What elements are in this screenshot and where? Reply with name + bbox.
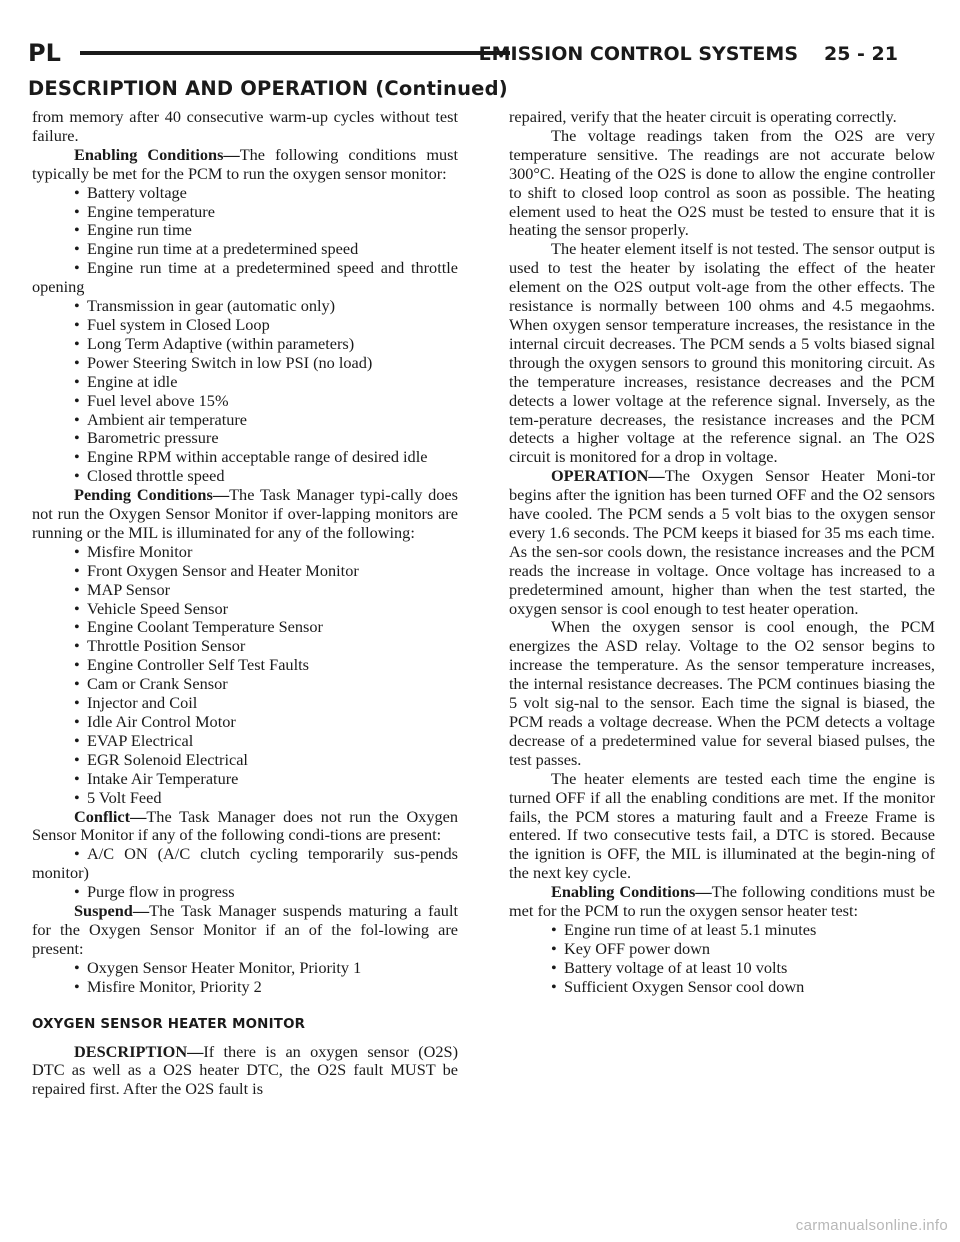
list-item-text: Battery voltage of at least 10 volts [564,957,788,977]
bullet-icon: • [74,560,80,580]
list-item [32,751,458,770]
paragraph [32,808,458,846]
list-item-text: Cam or Crank Sensor [87,674,228,694]
list-item [32,184,458,203]
paragraph-lead: DESCRIPTION— [74,1041,204,1061]
list-item [509,940,935,959]
heater-test-conditions-list [509,921,935,997]
bullet-icon: • [74,296,80,316]
paragraph-lead: Pending Conditions— [74,485,230,505]
list-item-text: Oxygen Sensor Heater Monitor, Priority 1 [87,957,362,977]
list-item-text: 5 Volt Feed [87,787,162,807]
list-item [32,297,458,316]
bullet-icon: • [74,239,80,259]
list-item-text: Long Term Adaptive (within parameters) [87,333,355,353]
paragraph-text: The following conditions must typically be met for the PCM to run the oxygen sensor monitor: [32,144,458,183]
list-item [32,883,458,902]
bullet-icon: • [551,938,557,958]
list-item [509,959,935,978]
list-item-text: Engine run time of at least 5.1 minutes [564,919,817,939]
paragraph [509,883,935,921]
bullet-icon: • [551,919,557,939]
bullet-icon: • [74,314,80,334]
list-item [32,959,458,978]
paragraph-lead: Enabling Conditions— [74,144,240,164]
bullet-icon: • [74,636,80,656]
list-item-text: Vehicle Speed Sensor [87,598,229,618]
list-item [509,978,935,997]
paragraph-text: The Task Manager typi-cally does not run the Oxygen Sensor Monitor if over-lapping monitors are running or the MIL is illuminated for any of the following: [32,485,458,542]
paragraph-text: The Oxygen Sensor Heater Moni-tor begins after the ignition has been turned OFF and the O2 sensors have cooled. The PCM sends a 5 volt bias to the oxygen sensor every 1.6 seconds. The PCM keeps it biased for 35 ms each time. As the sen-sor cools down, the resistance increases and the PCM reads the increase in voltage. Once voltage has increased to a predetermined amount, higher than when the test started, the oxygen sensor is cool enough to test heater operation. [509,466,935,618]
list-item-text: A/C ON (A/C clutch cycling temporarily sus-pends monitor) [32,844,458,883]
paragraph [32,902,458,959]
list-item [32,845,458,883]
bullet-icon: • [74,768,80,788]
paragraph-text: The following conditions must be met for the PCM to run the oxygen sensor heater test: [509,882,935,921]
bullet-icon: • [74,730,80,750]
bullet-icon: • [74,447,80,467]
list-item [32,221,458,240]
section-code: PL [28,39,61,67]
list-item-text: Engine run time at a predetermined speed [87,239,359,259]
list-item-text: Fuel system in Closed Loop [87,314,270,334]
list-item-text: Key OFF power down [564,938,711,958]
bullet-icon: • [74,220,80,240]
list-item-text: Closed throttle speed [87,466,225,486]
bullet-icon: • [74,712,80,731]
list-item [32,354,458,373]
paragraph [32,486,458,543]
list-item [509,921,935,940]
paragraph: repaired, verify that the heater circuit is operating correctly. [509,107,897,126]
right-column [509,108,935,997]
section-title: DESCRIPTION AND OPERATION (Continued) [28,77,508,100]
bullet-icon: • [74,674,80,694]
list-item [32,770,458,789]
list-item [32,600,458,619]
list-item-text: EGR Solenoid Electrical [87,749,248,769]
list-item [32,429,458,448]
list-item [32,562,458,581]
list-item-text: Engine run time [87,220,192,240]
bullet-icon: • [74,957,80,977]
subsection-heading: OXYGEN SENSOR HEATER MONITOR [32,1016,306,1032]
paragraph: When the oxygen sensor is cool enough, the PCM energizes the ASD relay. Voltage to the O2 sensor begins to increase the temperature. As the sensor temperature increases, the internal resistance decreases. The PCM continues biasing the 5 volt sig-nal to the sensor. Each time the signal is biased, the PCM reads a voltage decrease. When the PCM detects a voltage decrease of a predetermined value for several biased pulses, the test passes. [509,617,935,769]
bullet-icon: • [74,787,80,807]
list-item-text: Sufficient Oxygen Sensor cool down [564,976,805,996]
chapter-title: EMISSION CONTROL SYSTEMS [478,43,798,65]
list-item [32,675,458,694]
list-item [32,259,458,297]
list-item [32,656,458,675]
paragraph [32,146,458,184]
list-item-text: Engine at idle [87,371,178,391]
bullet-icon: • [74,579,80,599]
paragraph-text: If there is an oxygen sensor (O2S) DTC as well as a O2S heater DTC, the O2S fault MUST be repaired first. After the O2S fault is [32,1041,458,1099]
list-item-text: Front Oxygen Sensor and Heater Monitor [87,560,359,580]
list-item [32,978,458,997]
list-item [32,448,458,467]
bullet-icon: • [74,466,80,486]
list-item-text: Misfire Monitor [87,541,193,561]
bullet-icon: • [74,352,80,372]
bullet-icon: • [74,882,80,902]
suspend-list [32,959,458,997]
paragraph-lead: Conflict— [74,806,147,826]
list-item [32,618,458,637]
list-item-text: MAP Sensor [87,579,171,599]
list-item [32,581,458,600]
left-column [32,108,458,1099]
list-item [32,732,458,751]
list-item-text: Engine temperature [87,201,215,221]
list-item [32,335,458,354]
list-item-text: Idle Air Control Motor [87,712,236,731]
bullet-icon: • [74,428,80,448]
list-item-text: Injector and Coil [87,693,198,713]
bullet-icon: • [551,976,557,996]
list-item [32,392,458,411]
conflict-list [32,845,458,902]
paragraph [509,467,935,618]
list-item [32,467,458,486]
list-item [32,240,458,259]
bullet-icon: • [74,844,80,864]
list-item-text: Ambient air temperature [87,409,248,429]
list-item [32,411,458,430]
header-rule [80,51,510,55]
bullet-icon: • [551,957,557,977]
bullet-icon: • [74,976,80,996]
list-item [32,316,458,335]
pending-conditions-list [32,543,458,808]
bullet-icon: • [74,182,80,202]
list-item [32,694,458,713]
bullet-icon: • [74,409,80,429]
bullet-icon: • [74,258,80,278]
bullet-icon: • [74,541,80,561]
paragraph-lead: OPERATION— [551,466,665,486]
paragraph-lead: Enabling Conditions— [551,882,712,902]
list-item-text: Intake Air Temperature [87,768,239,788]
list-item-text: Engine Controller Self Test Faults [87,655,309,675]
list-item-text: EVAP Electrical [87,730,194,750]
list-item-text: Throttle Position Sensor [87,636,246,656]
bullet-icon: • [74,333,80,353]
bullet-icon: • [74,749,80,769]
list-item-text: Power Steering Switch in low PSI (no load) [87,352,373,372]
bullet-icon: • [74,201,80,221]
bullet-icon: • [74,617,80,637]
watermark: carmanualsonline.info [795,1217,948,1234]
paragraph: from memory after 40 consecutive warm-up cycles without test failure. [32,107,458,145]
page-number: 25 - 21 [824,43,898,65]
page-header [28,39,898,69]
list-item-text: Engine Coolant Temperature Sensor [87,617,323,637]
list-item-text: Purge flow in progress [87,882,235,902]
paragraph [32,1043,458,1100]
bullet-icon: • [74,598,80,618]
paragraph-lead: Suspend— [74,901,150,921]
list-item [32,203,458,222]
paragraph-text: The Task Manager does not run the Oxygen Sensor Monitor if any of the following condi-tions are present: [32,806,458,845]
list-item [32,543,458,562]
list-item-text: Misfire Monitor, Priority 2 [87,976,262,996]
bullet-icon: • [74,390,80,410]
list-item-text: Transmission in gear (automatic only) [87,296,336,316]
list-item [32,713,458,732]
bullet-icon: • [74,655,80,675]
list-item-text: Fuel level above 15% [87,390,229,410]
list-item [32,373,458,392]
list-item-text: Battery voltage [87,182,187,202]
enabling-conditions-list [32,184,458,487]
paragraph: The heater element itself is not tested. The sensor output is used to test the heater by isolating the effect of the heater element on the O2S output volt-age from the other effects. The resistance is normally between 100 ohms and 4.5 megaohms. When oxygen sensor temperature increases, the resistance in the internal circuit decreases. The PCM sends a 5 volts biased signal through the oxygen sensors to ground this monitoring circuit. As the temperature increases, resistance decreases and the PCM detects a lower voltage at the reference signal. Inversely, as the tem-perature decreases, the resistance increases and the PCM detects a higher voltage at the reference signal. an The O2S circuit is monitored for a drop in voltage. [509,239,935,467]
bullet-icon: • [74,693,80,713]
list-item [32,637,458,656]
list-item-text: Engine run time at a predetermined speed and throttle opening [32,258,458,297]
list-item-text: Engine RPM within acceptable range of desired idle [87,447,428,467]
list-item-text: Barometric pressure [87,428,219,448]
paragraph-text: The Task Manager suspends maturing a fault for the Oxygen Sensor Monitor if an of the fol-lowing are present: [32,901,458,958]
paragraph: The voltage readings taken from the O2S are very temperature sensitive. The readings are not accurate below 300°C. Heating of the O2S is done to allow the engine controller to shift to closed loop control as soon as possible. The heating element used to heat the O2S must be tested to ensure that it is heating the sensor properly. [509,125,935,240]
paragraph: The heater elements are tested each time the engine is turned OFF if all the enabling conditions are met. If the monitor fails, the PCM stores a maturing fault and a Freeze Frame is entered. If two consecutive tests fail, a DTC is stored. Because the ignition is OFF, the MIL is illuminated at the begin-ning of the next key cycle. [509,768,935,883]
list-item [32,789,458,808]
bullet-icon: • [74,371,80,391]
